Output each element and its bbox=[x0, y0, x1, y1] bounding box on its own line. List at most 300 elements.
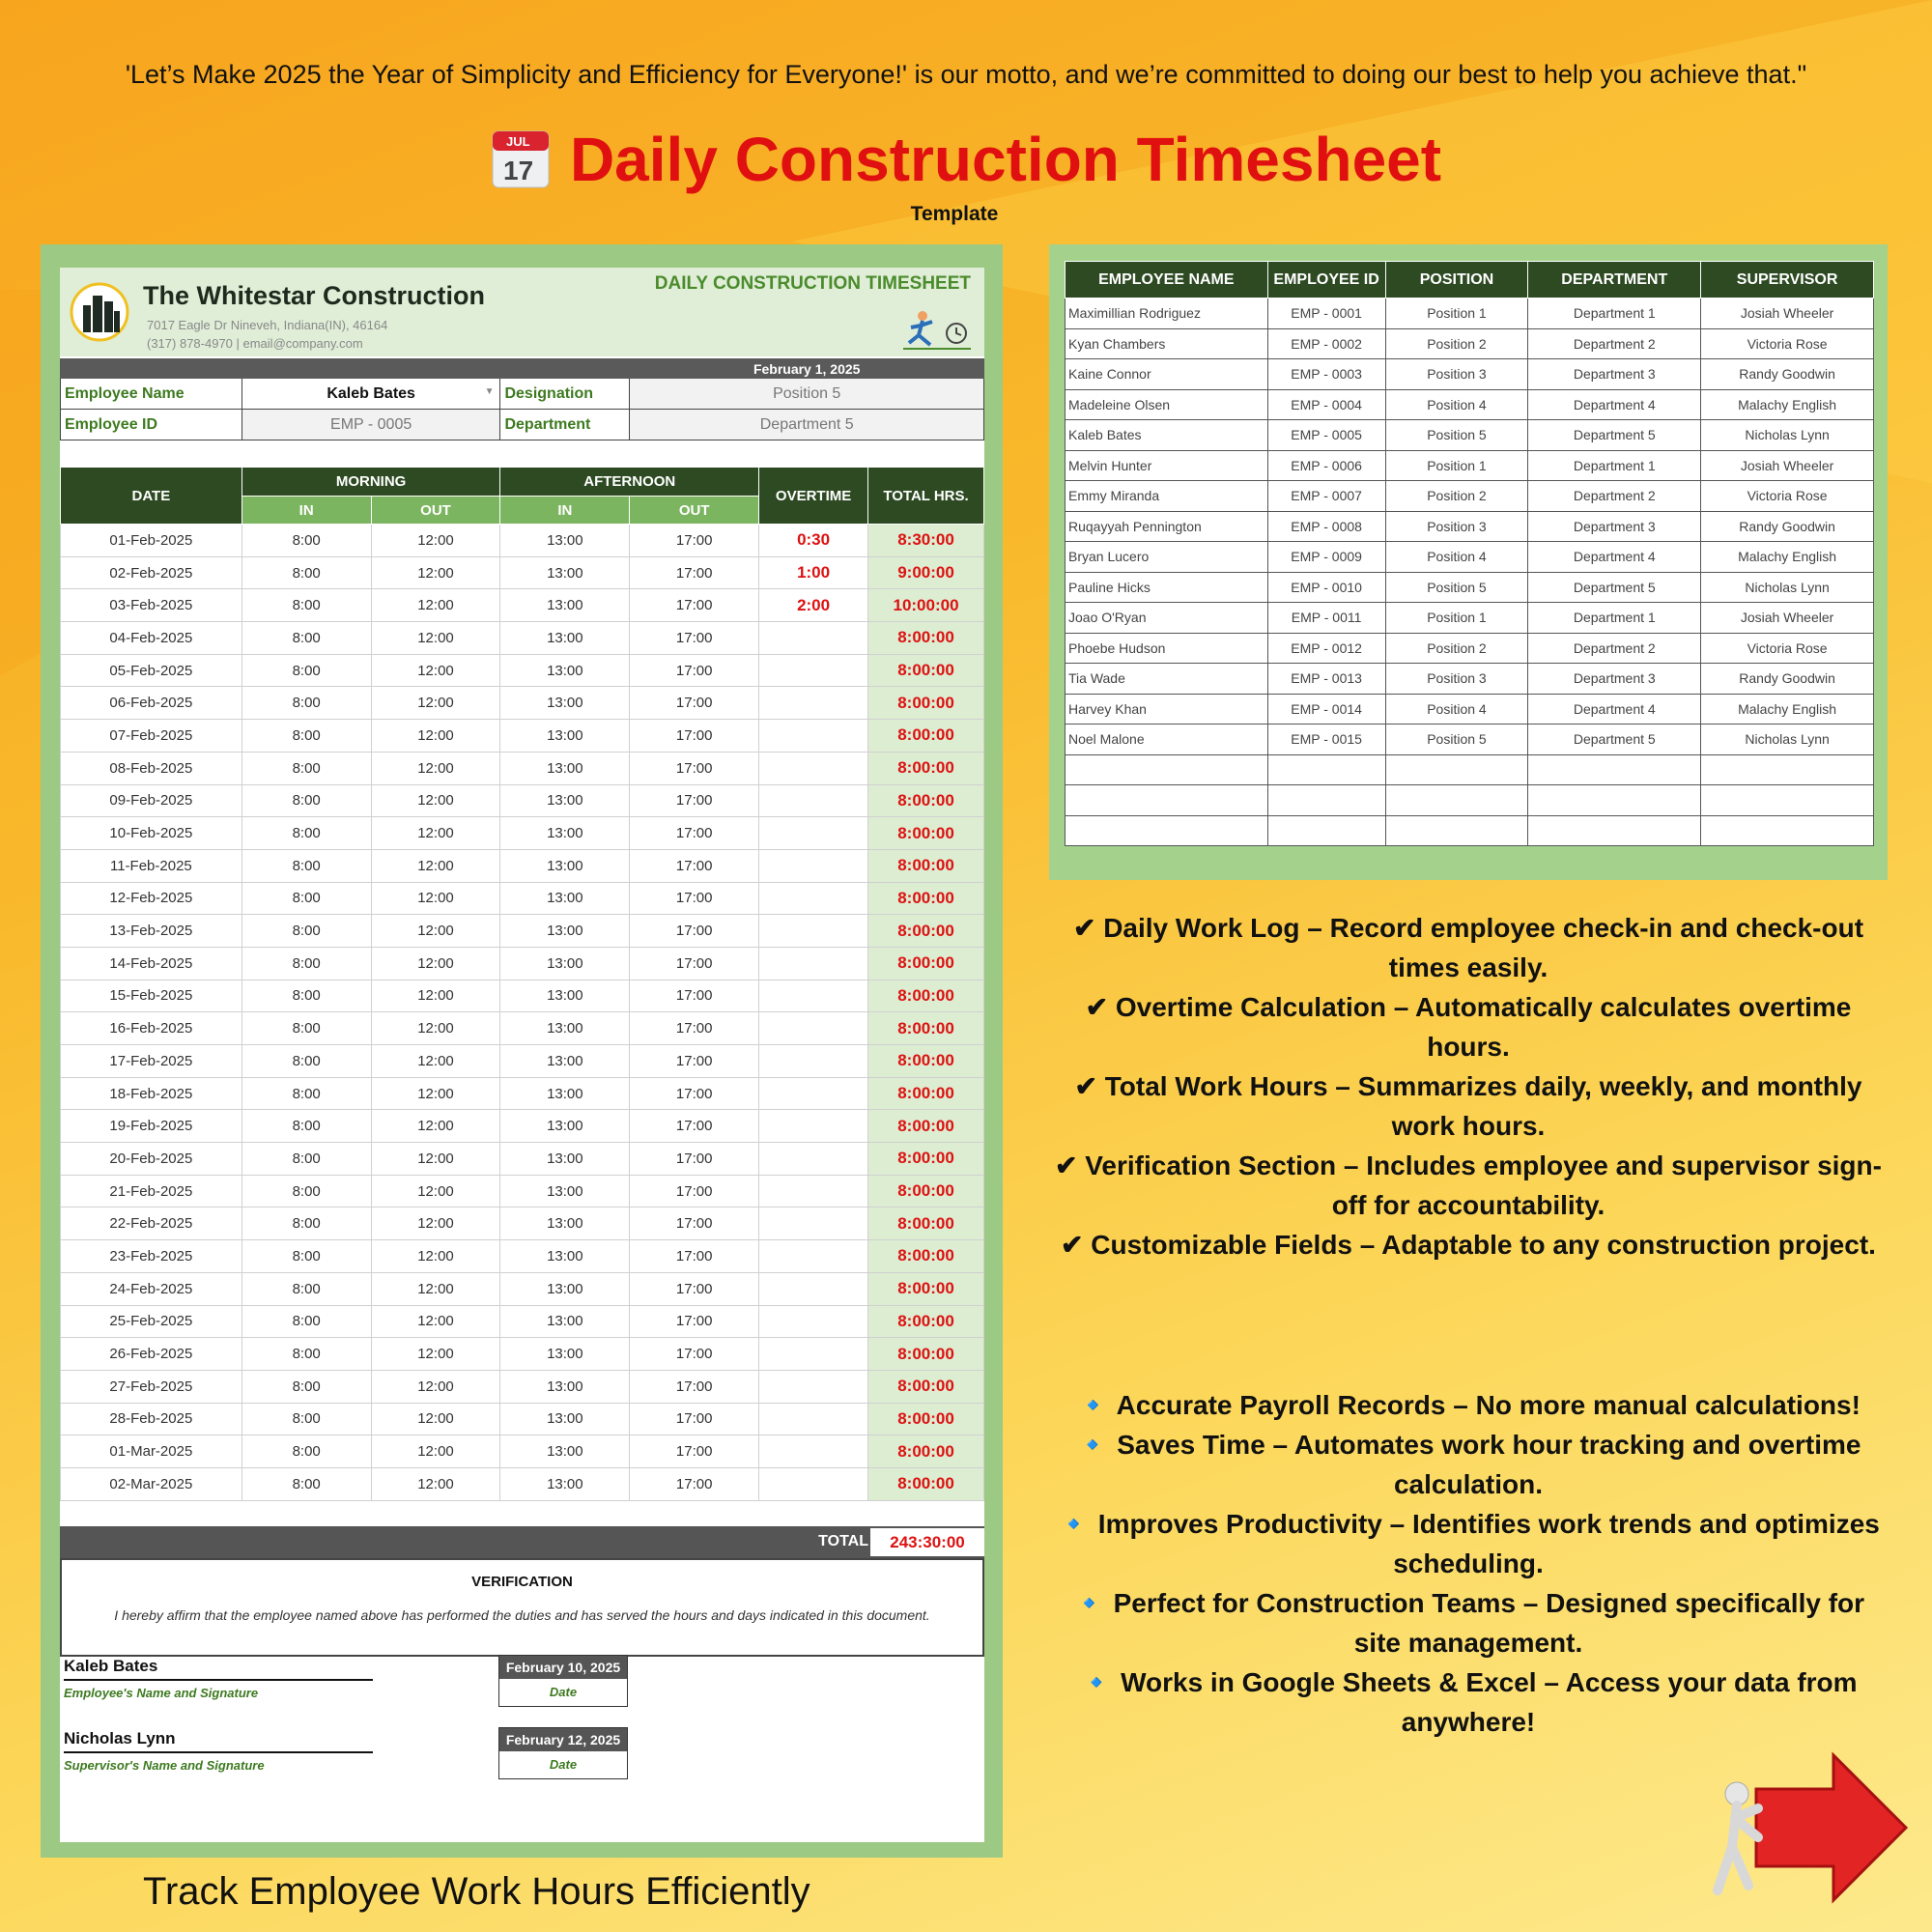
employee-cell[interactable]: Department 5 bbox=[1528, 420, 1701, 451]
row-afternoon-out[interactable]: 17:00 bbox=[630, 556, 759, 589]
row-morning-out[interactable]: 12:00 bbox=[371, 882, 500, 915]
employee-cell[interactable]: Position 3 bbox=[1385, 511, 1528, 542]
row-total[interactable]: 8:00:00 bbox=[868, 1240, 984, 1273]
row-morning-out[interactable]: 12:00 bbox=[371, 1077, 500, 1110]
employee-cell[interactable]: Josiah Wheeler bbox=[1701, 298, 1874, 329]
row-total[interactable]: 8:00:00 bbox=[868, 720, 984, 753]
row-afternoon-in[interactable]: 13:00 bbox=[500, 589, 630, 622]
row-morning-out[interactable]: 12:00 bbox=[371, 1305, 500, 1338]
row-afternoon-out[interactable]: 17:00 bbox=[630, 687, 759, 720]
row-afternoon-in[interactable]: 13:00 bbox=[500, 1012, 630, 1045]
supervisor-signature-name[interactable]: Nicholas Lynn bbox=[64, 1729, 373, 1753]
row-overtime[interactable] bbox=[759, 1110, 868, 1143]
row-overtime[interactable] bbox=[759, 752, 868, 784]
employee-cell[interactable]: EMP - 0004 bbox=[1267, 389, 1385, 420]
row-date[interactable]: 17-Feb-2025 bbox=[61, 1045, 242, 1078]
row-date[interactable]: 22-Feb-2025 bbox=[61, 1208, 242, 1240]
row-morning-in[interactable]: 8:00 bbox=[242, 882, 371, 915]
row-morning-in[interactable]: 8:00 bbox=[242, 1435, 371, 1468]
employee-signature-name[interactable]: Kaleb Bates bbox=[64, 1657, 373, 1681]
row-afternoon-in[interactable]: 13:00 bbox=[500, 849, 630, 882]
row-morning-out[interactable]: 12:00 bbox=[371, 525, 500, 557]
row-afternoon-in[interactable]: 13:00 bbox=[500, 1110, 630, 1143]
row-afternoon-in[interactable]: 13:00 bbox=[500, 687, 630, 720]
employee-cell[interactable]: Malachy English bbox=[1701, 694, 1874, 724]
row-total[interactable]: 8:00:00 bbox=[868, 1012, 984, 1045]
row-afternoon-in[interactable]: 13:00 bbox=[500, 1208, 630, 1240]
row-morning-in[interactable]: 8:00 bbox=[242, 1012, 371, 1045]
row-morning-out[interactable]: 12:00 bbox=[371, 980, 500, 1012]
row-afternoon-in[interactable]: 13:00 bbox=[500, 1467, 630, 1500]
row-morning-in[interactable]: 8:00 bbox=[242, 1110, 371, 1143]
employee-cell[interactable]: Department 2 bbox=[1528, 328, 1701, 359]
row-overtime[interactable] bbox=[759, 1045, 868, 1078]
row-morning-out[interactable]: 12:00 bbox=[371, 1403, 500, 1435]
employee-cell[interactable]: Department 4 bbox=[1528, 389, 1701, 420]
row-morning-in[interactable]: 8:00 bbox=[242, 1338, 371, 1371]
row-afternoon-out[interactable]: 17:00 bbox=[630, 849, 759, 882]
row-morning-in[interactable]: 8:00 bbox=[242, 1045, 371, 1078]
employee-cell[interactable]: Victoria Rose bbox=[1701, 328, 1874, 359]
employee-cell[interactable]: Josiah Wheeler bbox=[1701, 603, 1874, 634]
row-afternoon-out[interactable]: 17:00 bbox=[630, 1435, 759, 1468]
row-morning-in[interactable]: 8:00 bbox=[242, 1240, 371, 1273]
employee-cell[interactable] bbox=[1385, 785, 1528, 816]
employee-cell[interactable]: Malachy English bbox=[1701, 542, 1874, 573]
row-afternoon-in[interactable]: 13:00 bbox=[500, 1045, 630, 1078]
row-overtime[interactable] bbox=[759, 882, 868, 915]
row-afternoon-in[interactable]: 13:00 bbox=[500, 752, 630, 784]
row-afternoon-out[interactable]: 17:00 bbox=[630, 947, 759, 980]
row-morning-in[interactable]: 8:00 bbox=[242, 1077, 371, 1110]
row-morning-in[interactable]: 8:00 bbox=[242, 622, 371, 655]
employee-cell[interactable]: Madeleine Olsen bbox=[1065, 389, 1268, 420]
employee-cell[interactable] bbox=[1701, 785, 1874, 816]
employee-cell[interactable]: Department 4 bbox=[1528, 694, 1701, 724]
row-date[interactable]: 04-Feb-2025 bbox=[61, 622, 242, 655]
row-date[interactable]: 14-Feb-2025 bbox=[61, 947, 242, 980]
row-date[interactable]: 02-Mar-2025 bbox=[61, 1467, 242, 1500]
employee-cell[interactable]: Randy Goodwin bbox=[1701, 511, 1874, 542]
row-total[interactable]: 8:00:00 bbox=[868, 915, 984, 948]
employee-cell[interactable]: Nicholas Lynn bbox=[1701, 420, 1874, 451]
row-afternoon-out[interactable]: 17:00 bbox=[630, 622, 759, 655]
row-afternoon-in[interactable]: 13:00 bbox=[500, 882, 630, 915]
row-overtime[interactable] bbox=[759, 1208, 868, 1240]
row-afternoon-in[interactable]: 13:00 bbox=[500, 1143, 630, 1176]
row-morning-out[interactable]: 12:00 bbox=[371, 784, 500, 817]
row-morning-in[interactable]: 8:00 bbox=[242, 1467, 371, 1500]
row-morning-out[interactable]: 12:00 bbox=[371, 1045, 500, 1078]
employee-cell[interactable]: Position 4 bbox=[1385, 542, 1528, 573]
next-arrow-icon[interactable] bbox=[1689, 1750, 1913, 1915]
employee-cell[interactable] bbox=[1065, 754, 1268, 785]
row-afternoon-out[interactable]: 17:00 bbox=[630, 1208, 759, 1240]
row-date[interactable]: 08-Feb-2025 bbox=[61, 752, 242, 784]
row-afternoon-in[interactable]: 13:00 bbox=[500, 654, 630, 687]
employee-cell[interactable] bbox=[1267, 785, 1385, 816]
employee-cell[interactable]: Position 4 bbox=[1385, 694, 1528, 724]
employee-cell[interactable]: Harvey Khan bbox=[1065, 694, 1268, 724]
row-afternoon-in[interactable]: 13:00 bbox=[500, 1403, 630, 1435]
employee-cell[interactable]: EMP - 0001 bbox=[1267, 298, 1385, 329]
row-total[interactable]: 8:00:00 bbox=[868, 1110, 984, 1143]
row-date[interactable]: 09-Feb-2025 bbox=[61, 784, 242, 817]
row-total[interactable]: 10:00:00 bbox=[868, 589, 984, 622]
employee-cell[interactable]: Kyan Chambers bbox=[1065, 328, 1268, 359]
row-afternoon-in[interactable]: 13:00 bbox=[500, 1272, 630, 1305]
employee-cell[interactable] bbox=[1528, 754, 1701, 785]
row-overtime[interactable] bbox=[759, 1175, 868, 1208]
row-morning-in[interactable]: 8:00 bbox=[242, 752, 371, 784]
row-afternoon-in[interactable]: 13:00 bbox=[500, 525, 630, 557]
row-morning-in[interactable]: 8:00 bbox=[242, 1305, 371, 1338]
employee-cell[interactable]: EMP - 0003 bbox=[1267, 359, 1385, 390]
row-total[interactable]: 9:00:00 bbox=[868, 556, 984, 589]
employee-cell[interactable]: Maximillian Rodriguez bbox=[1065, 298, 1268, 329]
row-overtime[interactable] bbox=[759, 1077, 868, 1110]
row-afternoon-out[interactable]: 17:00 bbox=[630, 784, 759, 817]
row-morning-out[interactable]: 12:00 bbox=[371, 817, 500, 850]
row-morning-in[interactable]: 8:00 bbox=[242, 1370, 371, 1403]
row-afternoon-out[interactable]: 17:00 bbox=[630, 1077, 759, 1110]
row-afternoon-in[interactable]: 13:00 bbox=[500, 622, 630, 655]
row-date[interactable]: 27-Feb-2025 bbox=[61, 1370, 242, 1403]
row-overtime[interactable] bbox=[759, 784, 868, 817]
employee-date[interactable]: February 10, 2025 bbox=[499, 1656, 627, 1679]
row-date[interactable]: 20-Feb-2025 bbox=[61, 1143, 242, 1176]
employee-cell[interactable]: Emmy Miranda bbox=[1065, 481, 1268, 512]
row-total[interactable]: 8:00:00 bbox=[868, 849, 984, 882]
row-afternoon-out[interactable]: 17:00 bbox=[630, 589, 759, 622]
employee-cell[interactable] bbox=[1267, 815, 1385, 846]
row-afternoon-in[interactable]: 13:00 bbox=[500, 1338, 630, 1371]
employee-cell[interactable]: Department 1 bbox=[1528, 603, 1701, 634]
employee-cell[interactable]: Position 2 bbox=[1385, 633, 1528, 664]
employee-cell[interactable]: Position 1 bbox=[1385, 298, 1528, 329]
row-afternoon-out[interactable]: 17:00 bbox=[630, 1370, 759, 1403]
row-overtime[interactable] bbox=[759, 1272, 868, 1305]
row-total[interactable]: 8:00:00 bbox=[868, 1045, 984, 1078]
row-date[interactable]: 12-Feb-2025 bbox=[61, 882, 242, 915]
row-afternoon-out[interactable]: 17:00 bbox=[630, 817, 759, 850]
row-date[interactable]: 21-Feb-2025 bbox=[61, 1175, 242, 1208]
row-date[interactable]: 13-Feb-2025 bbox=[61, 915, 242, 948]
row-overtime[interactable] bbox=[759, 947, 868, 980]
row-morning-in[interactable]: 8:00 bbox=[242, 654, 371, 687]
row-overtime[interactable] bbox=[759, 1467, 868, 1500]
employee-cell[interactable]: Position 5 bbox=[1385, 724, 1528, 755]
employee-name-select[interactable] bbox=[242, 379, 500, 410]
row-morning-out[interactable]: 12:00 bbox=[371, 1272, 500, 1305]
row-morning-out[interactable]: 12:00 bbox=[371, 1175, 500, 1208]
employee-cell[interactable]: Department 1 bbox=[1528, 450, 1701, 481]
row-morning-out[interactable]: 12:00 bbox=[371, 622, 500, 655]
row-total[interactable]: 8:00:00 bbox=[868, 784, 984, 817]
row-total[interactable]: 8:00:00 bbox=[868, 1143, 984, 1176]
row-afternoon-out[interactable]: 17:00 bbox=[630, 1305, 759, 1338]
row-date[interactable]: 24-Feb-2025 bbox=[61, 1272, 242, 1305]
row-afternoon-in[interactable]: 13:00 bbox=[500, 1370, 630, 1403]
employee-cell[interactable]: Department 3 bbox=[1528, 664, 1701, 695]
row-morning-out[interactable]: 12:00 bbox=[371, 1240, 500, 1273]
row-morning-in[interactable]: 8:00 bbox=[242, 915, 371, 948]
row-morning-out[interactable]: 12:00 bbox=[371, 1110, 500, 1143]
employee-cell[interactable] bbox=[1065, 815, 1268, 846]
row-afternoon-in[interactable]: 13:00 bbox=[500, 1240, 630, 1273]
row-overtime[interactable] bbox=[759, 1435, 868, 1468]
row-morning-out[interactable]: 12:00 bbox=[371, 752, 500, 784]
row-afternoon-in[interactable]: 13:00 bbox=[500, 1435, 630, 1468]
employee-cell[interactable]: EMP - 0005 bbox=[1267, 420, 1385, 451]
employee-cell[interactable]: Kaine Connor bbox=[1065, 359, 1268, 390]
employee-cell[interactable]: Department 1 bbox=[1528, 298, 1701, 329]
row-overtime[interactable]: 1:00 bbox=[759, 556, 868, 589]
row-afternoon-out[interactable]: 17:00 bbox=[630, 882, 759, 915]
row-morning-out[interactable]: 12:00 bbox=[371, 1370, 500, 1403]
row-overtime[interactable] bbox=[759, 980, 868, 1012]
row-total[interactable]: 8:00:00 bbox=[868, 1467, 984, 1500]
row-overtime[interactable] bbox=[759, 915, 868, 948]
employee-cell[interactable]: Position 1 bbox=[1385, 450, 1528, 481]
employee-cell[interactable]: Department 3 bbox=[1528, 359, 1701, 390]
employee-cell[interactable]: EMP - 0008 bbox=[1267, 511, 1385, 542]
row-overtime[interactable] bbox=[759, 654, 868, 687]
row-morning-in[interactable]: 8:00 bbox=[242, 720, 371, 753]
employee-cell[interactable]: Ruqayyah Pennington bbox=[1065, 511, 1268, 542]
employee-cell[interactable]: Department 3 bbox=[1528, 511, 1701, 542]
employee-cell[interactable]: EMP - 0014 bbox=[1267, 694, 1385, 724]
row-morning-out[interactable]: 12:00 bbox=[371, 1435, 500, 1468]
row-morning-out[interactable]: 12:00 bbox=[371, 915, 500, 948]
employee-cell[interactable]: Bryan Lucero bbox=[1065, 542, 1268, 573]
row-afternoon-in[interactable]: 13:00 bbox=[500, 980, 630, 1012]
row-morning-in[interactable]: 8:00 bbox=[242, 1143, 371, 1176]
employee-cell[interactable]: Tia Wade bbox=[1065, 664, 1268, 695]
row-morning-in[interactable]: 8:00 bbox=[242, 1272, 371, 1305]
row-total[interactable]: 8:00:00 bbox=[868, 1208, 984, 1240]
row-date[interactable]: 06-Feb-2025 bbox=[61, 687, 242, 720]
employee-cell[interactable]: Phoebe Hudson bbox=[1065, 633, 1268, 664]
row-total[interactable]: 8:00:00 bbox=[868, 1370, 984, 1403]
row-date[interactable]: 18-Feb-2025 bbox=[61, 1077, 242, 1110]
employee-cell[interactable]: Position 2 bbox=[1385, 328, 1528, 359]
row-afternoon-out[interactable]: 17:00 bbox=[630, 1143, 759, 1176]
row-morning-in[interactable]: 8:00 bbox=[242, 1175, 371, 1208]
row-date[interactable]: 25-Feb-2025 bbox=[61, 1305, 242, 1338]
row-overtime[interactable] bbox=[759, 1012, 868, 1045]
employee-cell[interactable]: Victoria Rose bbox=[1701, 633, 1874, 664]
row-afternoon-out[interactable]: 17:00 bbox=[630, 1045, 759, 1078]
employee-cell[interactable]: Melvin Hunter bbox=[1065, 450, 1268, 481]
employee-cell[interactable] bbox=[1701, 815, 1874, 846]
employee-cell[interactable] bbox=[1528, 785, 1701, 816]
row-morning-out[interactable]: 12:00 bbox=[371, 947, 500, 980]
row-morning-out[interactable]: 12:00 bbox=[371, 1012, 500, 1045]
row-morning-in[interactable]: 8:00 bbox=[242, 947, 371, 980]
row-total[interactable]: 8:00:00 bbox=[868, 1435, 984, 1468]
row-total[interactable]: 8:00:00 bbox=[868, 980, 984, 1012]
row-morning-in[interactable]: 8:00 bbox=[242, 556, 371, 589]
row-date[interactable]: 11-Feb-2025 bbox=[61, 849, 242, 882]
row-afternoon-in[interactable]: 13:00 bbox=[500, 720, 630, 753]
row-total[interactable]: 8:00:00 bbox=[868, 1305, 984, 1338]
row-morning-in[interactable]: 8:00 bbox=[242, 1403, 371, 1435]
row-afternoon-out[interactable]: 17:00 bbox=[630, 1175, 759, 1208]
employee-cell[interactable]: Kaleb Bates bbox=[1065, 420, 1268, 451]
row-morning-in[interactable]: 8:00 bbox=[242, 1208, 371, 1240]
supervisor-date[interactable]: February 12, 2025 bbox=[499, 1728, 627, 1751]
row-afternoon-out[interactable]: 17:00 bbox=[630, 654, 759, 687]
employee-cell[interactable]: Department 5 bbox=[1528, 572, 1701, 603]
row-date[interactable]: 02-Feb-2025 bbox=[61, 556, 242, 589]
row-total[interactable]: 8:00:00 bbox=[868, 947, 984, 980]
row-total[interactable]: 8:30:00 bbox=[868, 525, 984, 557]
row-morning-in[interactable]: 8:00 bbox=[242, 980, 371, 1012]
employee-cell[interactable]: Position 5 bbox=[1385, 420, 1528, 451]
row-total[interactable]: 8:00:00 bbox=[868, 687, 984, 720]
row-afternoon-out[interactable]: 17:00 bbox=[630, 1403, 759, 1435]
employee-cell[interactable]: EMP - 0007 bbox=[1267, 481, 1385, 512]
row-morning-out[interactable]: 12:00 bbox=[371, 654, 500, 687]
row-afternoon-out[interactable]: 17:00 bbox=[630, 525, 759, 557]
employee-cell[interactable]: EMP - 0009 bbox=[1267, 542, 1385, 573]
row-date[interactable]: 16-Feb-2025 bbox=[61, 1012, 242, 1045]
row-afternoon-out[interactable]: 17:00 bbox=[630, 1272, 759, 1305]
employee-cell[interactable]: EMP - 0013 bbox=[1267, 664, 1385, 695]
employee-cell[interactable]: EMP - 0011 bbox=[1267, 603, 1385, 634]
row-overtime[interactable] bbox=[759, 1370, 868, 1403]
row-afternoon-out[interactable]: 17:00 bbox=[630, 720, 759, 753]
row-morning-in[interactable]: 8:00 bbox=[242, 589, 371, 622]
row-total[interactable]: 8:00:00 bbox=[868, 1338, 984, 1371]
employee-cell[interactable]: Noel Malone bbox=[1065, 724, 1268, 755]
employee-cell[interactable]: Joao O'Ryan bbox=[1065, 603, 1268, 634]
row-overtime[interactable]: 2:00 bbox=[759, 589, 868, 622]
row-date[interactable]: 28-Feb-2025 bbox=[61, 1403, 242, 1435]
row-afternoon-out[interactable]: 17:00 bbox=[630, 1110, 759, 1143]
row-date[interactable]: 01-Mar-2025 bbox=[61, 1435, 242, 1468]
row-afternoon-out[interactable]: 17:00 bbox=[630, 1467, 759, 1500]
row-date[interactable]: 23-Feb-2025 bbox=[61, 1240, 242, 1273]
employee-cell[interactable]: Position 2 bbox=[1385, 481, 1528, 512]
row-afternoon-in[interactable]: 13:00 bbox=[500, 1175, 630, 1208]
row-overtime[interactable] bbox=[759, 817, 868, 850]
row-total[interactable]: 8:00:00 bbox=[868, 752, 984, 784]
row-afternoon-out[interactable]: 17:00 bbox=[630, 752, 759, 784]
employee-cell[interactable]: Department 2 bbox=[1528, 481, 1701, 512]
row-overtime[interactable]: 0:30 bbox=[759, 525, 868, 557]
row-afternoon-in[interactable]: 13:00 bbox=[500, 556, 630, 589]
employee-cell[interactable]: Josiah Wheeler bbox=[1701, 450, 1874, 481]
row-total[interactable]: 8:00:00 bbox=[868, 1175, 984, 1208]
row-afternoon-in[interactable]: 13:00 bbox=[500, 784, 630, 817]
employee-cell[interactable]: Victoria Rose bbox=[1701, 481, 1874, 512]
row-total[interactable]: 8:00:00 bbox=[868, 622, 984, 655]
employee-cell[interactable]: Randy Goodwin bbox=[1701, 664, 1874, 695]
employee-cell[interactable]: Position 3 bbox=[1385, 664, 1528, 695]
row-date[interactable]: 07-Feb-2025 bbox=[61, 720, 242, 753]
employee-cell[interactable]: Nicholas Lynn bbox=[1701, 572, 1874, 603]
row-afternoon-in[interactable]: 13:00 bbox=[500, 915, 630, 948]
row-date[interactable]: 15-Feb-2025 bbox=[61, 980, 242, 1012]
row-total[interactable]: 8:00:00 bbox=[868, 1077, 984, 1110]
employee-cell[interactable] bbox=[1385, 815, 1528, 846]
employee-cell[interactable]: Malachy English bbox=[1701, 389, 1874, 420]
row-total[interactable]: 8:00:00 bbox=[868, 654, 984, 687]
row-afternoon-out[interactable]: 17:00 bbox=[630, 980, 759, 1012]
employee-cell[interactable]: Randy Goodwin bbox=[1701, 359, 1874, 390]
row-overtime[interactable] bbox=[759, 1240, 868, 1273]
row-morning-out[interactable]: 12:00 bbox=[371, 1143, 500, 1176]
row-overtime[interactable] bbox=[759, 1338, 868, 1371]
employee-cell[interactable]: Department 2 bbox=[1528, 633, 1701, 664]
row-overtime[interactable] bbox=[759, 720, 868, 753]
row-afternoon-in[interactable]: 13:00 bbox=[500, 1305, 630, 1338]
row-afternoon-out[interactable]: 17:00 bbox=[630, 915, 759, 948]
row-total[interactable]: 8:00:00 bbox=[868, 1403, 984, 1435]
row-total[interactable]: 8:00:00 bbox=[868, 882, 984, 915]
employee-cell[interactable] bbox=[1065, 785, 1268, 816]
row-morning-in[interactable]: 8:00 bbox=[242, 525, 371, 557]
employee-cell[interactable]: Position 5 bbox=[1385, 572, 1528, 603]
row-afternoon-out[interactable]: 17:00 bbox=[630, 1338, 759, 1371]
employee-cell[interactable]: EMP - 0012 bbox=[1267, 633, 1385, 664]
employee-cell[interactable] bbox=[1385, 754, 1528, 785]
row-date[interactable]: 10-Feb-2025 bbox=[61, 817, 242, 850]
row-morning-out[interactable]: 12:00 bbox=[371, 1338, 500, 1371]
employee-cell[interactable]: Pauline Hicks bbox=[1065, 572, 1268, 603]
employee-cell[interactable] bbox=[1267, 754, 1385, 785]
row-afternoon-in[interactable]: 13:00 bbox=[500, 817, 630, 850]
row-overtime[interactable] bbox=[759, 1143, 868, 1176]
row-date[interactable]: 26-Feb-2025 bbox=[61, 1338, 242, 1371]
row-date[interactable]: 19-Feb-2025 bbox=[61, 1110, 242, 1143]
row-afternoon-in[interactable]: 13:00 bbox=[500, 1077, 630, 1110]
employee-cell[interactable]: EMP - 0002 bbox=[1267, 328, 1385, 359]
employee-cell[interactable]: EMP - 0010 bbox=[1267, 572, 1385, 603]
row-overtime[interactable] bbox=[759, 622, 868, 655]
row-overtime[interactable] bbox=[759, 1305, 868, 1338]
row-afternoon-in[interactable]: 13:00 bbox=[500, 947, 630, 980]
row-morning-out[interactable]: 12:00 bbox=[371, 687, 500, 720]
row-date[interactable]: 05-Feb-2025 bbox=[61, 654, 242, 687]
row-morning-out[interactable]: 12:00 bbox=[371, 556, 500, 589]
row-total[interactable]: 8:00:00 bbox=[868, 1272, 984, 1305]
row-morning-out[interactable]: 12:00 bbox=[371, 589, 500, 622]
row-overtime[interactable] bbox=[759, 1403, 868, 1435]
employee-cell[interactable]: Department 4 bbox=[1528, 542, 1701, 573]
row-afternoon-out[interactable]: 17:00 bbox=[630, 1240, 759, 1273]
employee-cell[interactable]: Nicholas Lynn bbox=[1701, 724, 1874, 755]
row-morning-out[interactable]: 12:00 bbox=[371, 1208, 500, 1240]
row-date[interactable]: 03-Feb-2025 bbox=[61, 589, 242, 622]
row-morning-in[interactable]: 8:00 bbox=[242, 849, 371, 882]
employee-cell[interactable]: Department 5 bbox=[1528, 724, 1701, 755]
employee-cell[interactable]: Position 4 bbox=[1385, 389, 1528, 420]
row-afternoon-out[interactable]: 17:00 bbox=[630, 1012, 759, 1045]
employee-cell[interactable] bbox=[1528, 815, 1701, 846]
employee-cell[interactable]: Position 1 bbox=[1385, 603, 1528, 634]
employee-cell[interactable] bbox=[1701, 754, 1874, 785]
row-morning-in[interactable]: 8:00 bbox=[242, 817, 371, 850]
employee-cell[interactable]: Position 3 bbox=[1385, 359, 1528, 390]
row-morning-in[interactable]: 8:00 bbox=[242, 687, 371, 720]
row-morning-out[interactable]: 12:00 bbox=[371, 849, 500, 882]
row-morning-out[interactable]: 12:00 bbox=[371, 720, 500, 753]
row-morning-in[interactable]: 8:00 bbox=[242, 784, 371, 817]
row-date[interactable]: 01-Feb-2025 bbox=[61, 525, 242, 557]
